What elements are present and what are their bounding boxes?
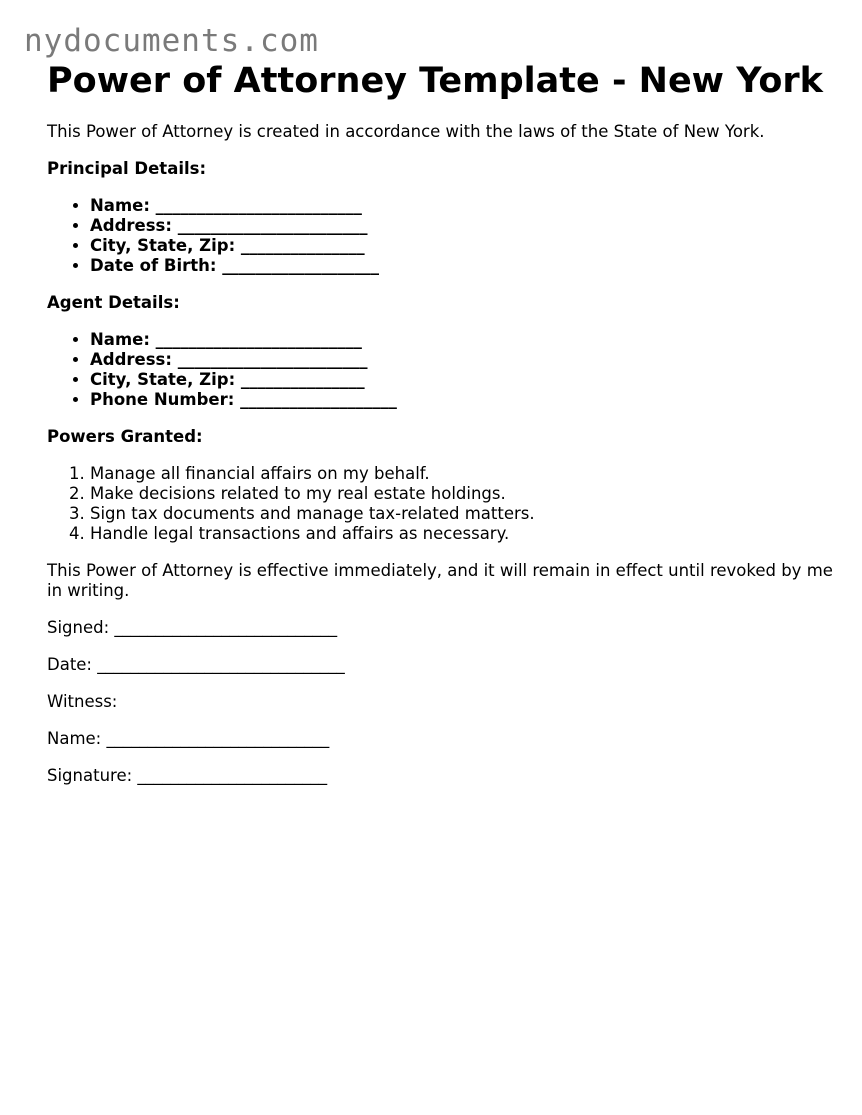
document-body — [47, 58, 837, 786]
agent-name-field: • Name: _________________________ — [90, 330, 837, 350]
powers-heading: Powers Granted: — [47, 427, 203, 446]
agent-fields-list — [47, 330, 837, 410]
watermark: nydocuments.com — [24, 23, 319, 59]
power-item: 4. Handle legal transactions and affairs as necessary. — [90, 524, 837, 544]
intro-paragraph: This Power of Attorney is created in accordance with the laws of the State of New York. — [47, 122, 765, 141]
powers-list — [47, 464, 837, 544]
document-title: Power of Attorney Template - New York — [47, 61, 823, 101]
power-item: 2. Make decisions related to my real estate holdings. — [90, 484, 837, 504]
effective-statement: This Power of Attorney is effective immediately, and it will remain in effect until revoked by me in writing. — [47, 561, 833, 600]
signed-line: Signed: ___________________________ — [47, 618, 338, 637]
principal-fields-list — [47, 196, 837, 276]
agent-city-state-zip-field: • City, State, Zip: _______________ — [90, 370, 837, 390]
principal-city-state-zip-field: • City, State, Zip: _______________ — [90, 236, 837, 256]
agent-phone-number-field: • Phone Number: ___________________ — [90, 390, 837, 410]
agent-heading: Agent Details: — [47, 293, 180, 312]
power-item: 1. Manage all financial affairs on my behalf. — [90, 464, 837, 484]
witness-signature-line: Signature: _______________________ — [47, 766, 328, 785]
date-line: Date: ______________________________ — [47, 655, 345, 674]
principal-heading: Principal Details: — [47, 159, 207, 178]
power-item: 3. Sign tax documents and manage tax-related matters. — [90, 504, 837, 524]
witness-name-line: Name: ___________________________ — [47, 729, 330, 748]
principal-name-field: • Name: _________________________ — [90, 196, 837, 216]
principal-address-field: • Address: _______________________ — [90, 216, 837, 236]
principal-date-of-birth-field: • Date of Birth: ___________________ — [90, 256, 837, 276]
agent-address-field: • Address: _______________________ — [90, 350, 837, 370]
witness-label: Witness: — [47, 692, 118, 711]
